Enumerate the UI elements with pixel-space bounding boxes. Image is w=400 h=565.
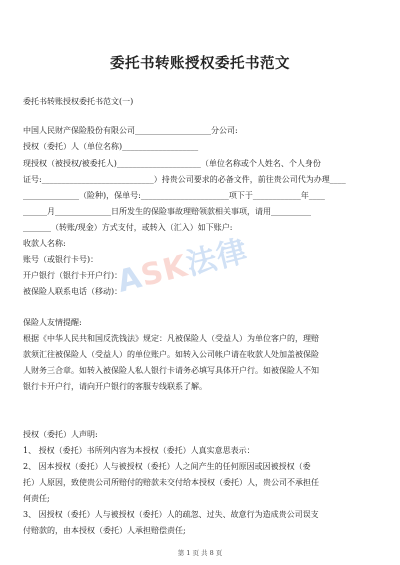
body-line: 收款人名称: xyxy=(23,239,66,248)
body-line: 何责任; xyxy=(23,494,50,503)
body-line: 中国人民财产保险股份有限公司___________________分公司: xyxy=(23,126,238,135)
body-line: 2、 因本授权（委托）人与被授权（委托）人之间产生的任何原因或因被授权（委 xyxy=(23,462,311,471)
body-line: 人财务三合章。如转入被保险人私人银行卡请务必填写具体开户行。如被保险人不知 xyxy=(23,366,319,375)
body-line: 托）人原因，致使贵公司所赔付的赔款未交付给本授权（委托）人，贵公司不承担任 xyxy=(23,478,319,487)
body-line: 证号:____________________________）持贵公司要求的必备文件，前往贵公司代为办理____ xyxy=(23,175,346,184)
body-line: 开户银行（银行卡开户行)： xyxy=(23,271,123,280)
body-line: 付赔款的，由本授权（委托）人承担赔偿责任; xyxy=(23,526,186,535)
document-subtitle: 委托书转账授权委托书范文(一) xyxy=(23,97,134,106)
body-line: ______________（险种)，保单号:______________________项下于____________年____ xyxy=(23,191,325,200)
page-footer: 第 1 页 共 8 页 xyxy=(177,549,223,557)
body-line: 3、 因授权（委托）人与被授权（委托）人的疏忽、过失、故意行为造成贵公司误支 xyxy=(23,510,319,519)
body-line: 保险人友情提醒: xyxy=(23,318,82,327)
body-line: ______月______________日所发生的保险事故理赔领款相关事项，请用__________ xyxy=(23,207,311,216)
body-line: 现授权（被授权/被委托人)_____________________（单位名称或个人姓名、个人身份 xyxy=(23,159,321,168)
body-line: 根据《中华人民共和国反洗钱法》规定：凡被保险人（受益人）为单位客户的，理赔 xyxy=(23,334,319,343)
document-title: 委托书转账授权委托书范文 xyxy=(110,55,290,72)
body-line: 授权（委托）人声明: xyxy=(23,430,98,439)
body-line: 1、 授权（委托）书所列内容为本授权（委托）人真实意思表示： xyxy=(23,446,255,455)
watermark-right: 法律 xyxy=(182,233,252,283)
body-line: _______（转账/现金）方式支付，或转入（汇入）如下账户: xyxy=(23,223,233,232)
body-line: 被保险人联系电话（移动)： xyxy=(23,287,123,296)
body-line: 账号（或银行卡号)： xyxy=(23,255,99,264)
body-line: 银行卡开户行，请向开户银行的客服专线联系了解。 xyxy=(23,382,207,391)
watermark-left: A xyxy=(113,259,146,300)
body-line: 款须汇往被保险人（受益人）的单位账户。如转入公司帐户请在收款人处加盖被保险 xyxy=(23,350,319,359)
watermark-mid: SK xyxy=(137,248,192,294)
body-line: 授权（委托）人（单位名称)___________________ xyxy=(23,142,199,151)
